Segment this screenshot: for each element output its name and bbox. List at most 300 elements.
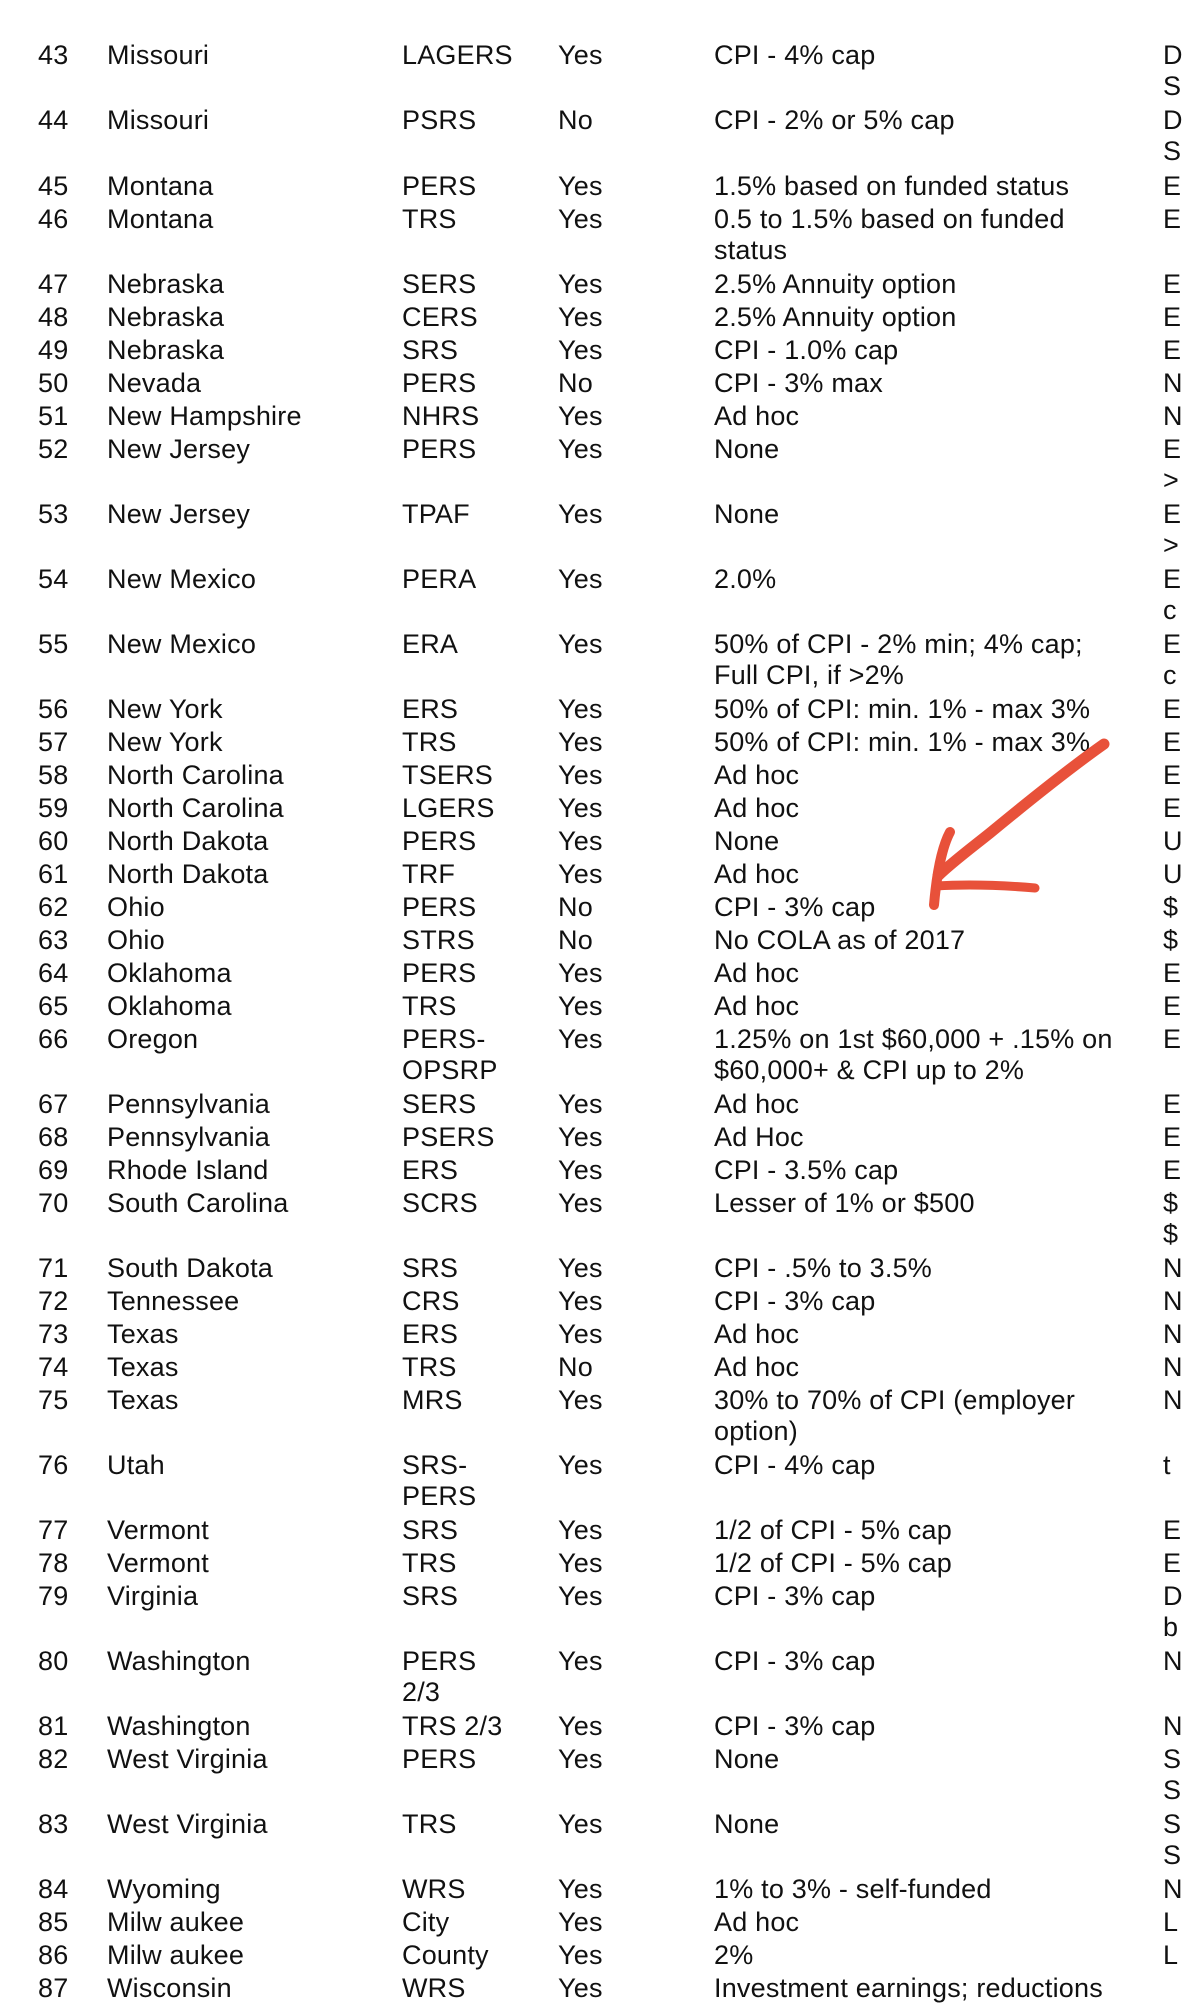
adjustment-line: None [714, 826, 780, 856]
adjustment-line: Ad hoc [714, 401, 800, 431]
system-name-line: PERS- [402, 1024, 486, 1054]
state-name: Montana [107, 204, 214, 234]
system-name [402, 1352, 457, 1383]
cola-flag: Yes [558, 1385, 603, 1415]
state-name: Nebraska [107, 335, 225, 365]
cola-flag: Yes [558, 629, 603, 659]
system-name-line: STRS [402, 925, 475, 955]
state-name: New Jersey [107, 434, 251, 464]
row-number: 58 [38, 760, 69, 790]
system-name-line: TRS [402, 204, 457, 234]
adjustment-line: None [714, 434, 780, 464]
system-name [402, 401, 479, 432]
row-number: 66 [38, 1024, 69, 1054]
clipped-note-char: E [1163, 1024, 1182, 1054]
clipped-note-char: N [1163, 1253, 1183, 1283]
adjustment-line: 0.5 to 1.5% based on funded [714, 204, 1065, 234]
adjustment-text [714, 991, 799, 1022]
system-name [402, 727, 457, 758]
adjustment-line: 50% of CPI: min. 1% - max 3% [714, 694, 1091, 724]
cola-flag: Yes [558, 1024, 603, 1054]
system-name-line: SRS [402, 1253, 459, 1283]
clipped-note-char: U [1163, 859, 1183, 889]
system-name-line: SERS [402, 1089, 477, 1119]
system-name [402, 40, 513, 71]
system-name-line: WRS [402, 1874, 466, 1904]
adjustment-text [714, 1809, 779, 1840]
adjustment-line: Ad hoc [714, 760, 800, 790]
row-number: 82 [38, 1744, 69, 1774]
clipped-note-char: S [1163, 136, 1182, 166]
state-name: Texas [107, 1319, 179, 1349]
system-name [402, 564, 476, 595]
adjustment-text [714, 859, 799, 890]
state-name: West Virginia [107, 1809, 268, 1839]
cola-flag: Yes [558, 1089, 603, 1119]
adjustment-line: 1.5% based on funded status [714, 171, 1070, 201]
clipped-note-char: E [1163, 629, 1182, 659]
system-name-line: PERS [402, 826, 477, 856]
adjustment-text [714, 793, 799, 824]
system-name-line: PERS [402, 1646, 477, 1676]
state-name: Nebraska [107, 269, 225, 299]
system-name [402, 434, 476, 465]
adjustment-text [714, 1711, 875, 1742]
clipped-note [1163, 269, 1203, 300]
adjustment-line: option) [714, 1416, 798, 1446]
cola-flag: Yes [558, 760, 603, 790]
adjustment-line: CPI - 1.0% cap [714, 335, 899, 365]
clipped-note-char: E [1163, 335, 1182, 365]
system-name [402, 1973, 466, 2004]
cola-flag: Yes [558, 1874, 603, 1904]
state-name: Montana [107, 171, 214, 201]
system-name [402, 204, 457, 235]
state-name: Pennsylvania [107, 1089, 271, 1119]
system-name-line: PERA [402, 564, 477, 594]
cola-flag: Yes [558, 1286, 603, 1316]
clipped-note [1163, 171, 1203, 202]
clipped-note [1163, 1089, 1203, 1120]
system-name [402, 1122, 495, 1153]
adjustment-line: 50% of CPI - 2% min; 4% cap; [714, 629, 1083, 659]
clipped-note-char: $ [1163, 1219, 1179, 1249]
cola-flag: Yes [558, 958, 603, 988]
adjustment-text [714, 1646, 875, 1677]
row-number: 54 [38, 564, 69, 594]
adjustment-line: 30% to 70% of CPI (employer [714, 1385, 1076, 1415]
row-number: 78 [38, 1548, 69, 1578]
system-name-line: ERS [402, 1319, 459, 1349]
system-name-line: PERS [402, 368, 477, 398]
cola-flag: Yes [558, 1155, 603, 1185]
clipped-note [1163, 892, 1203, 923]
system-name [402, 1744, 476, 1775]
clipped-note [1163, 105, 1203, 167]
clipped-note [1163, 1646, 1203, 1677]
adjustment-line: CPI - .5% to 3.5% [714, 1253, 932, 1283]
clipped-note-char: N [1163, 401, 1183, 431]
clipped-note-char: E [1163, 499, 1182, 529]
row-number: 60 [38, 826, 69, 856]
system-name-line: TRF [402, 859, 456, 889]
cola-flag: Yes [558, 302, 603, 332]
system-name [402, 1089, 476, 1120]
cola-flag: Yes [558, 1188, 603, 1218]
state-name: New Mexico [107, 629, 257, 659]
adjustment-text [714, 1907, 799, 1938]
state-name: Milw aukee [107, 1907, 245, 1937]
clipped-note-char: E [1163, 760, 1182, 790]
row-number: 85 [38, 1907, 69, 1937]
system-name [402, 105, 476, 136]
clipped-note [1163, 1385, 1203, 1416]
clipped-note [1163, 1548, 1203, 1579]
row-number: 83 [38, 1809, 69, 1839]
state-name: Oklahoma [107, 991, 232, 1021]
clipped-note [1163, 727, 1203, 758]
system-name [402, 1253, 458, 1284]
system-name-line: ERA [402, 629, 459, 659]
clipped-note [1163, 1907, 1203, 1938]
system-name-line: SRS [402, 1515, 459, 1545]
adjustment-line: 1% to 3% - self-funded [714, 1874, 992, 1904]
adjustment-text [714, 1940, 753, 1971]
row-number: 52 [38, 434, 69, 464]
clipped-note-char: N [1163, 1352, 1183, 1382]
cola-flag: Yes [558, 335, 603, 365]
adjustment-line: CPI - 3.5% cap [714, 1155, 899, 1185]
clipped-note [1163, 760, 1203, 791]
cola-flag: No [558, 925, 593, 955]
adjustment-text [714, 40, 875, 71]
row-number: 55 [38, 629, 69, 659]
state-name: Virginia [107, 1581, 199, 1611]
state-name: South Carolina [107, 1188, 289, 1218]
row-number: 50 [38, 368, 69, 398]
row-number: 48 [38, 302, 69, 332]
adjustment-text [714, 727, 1090, 758]
system-name-line: PERS [402, 892, 477, 922]
adjustment-text [714, 694, 1090, 725]
adjustment-text [714, 401, 799, 432]
system-name [402, 1155, 458, 1186]
system-name [402, 1809, 457, 1840]
cola-flag: Yes [558, 204, 603, 234]
clipped-note-char: E [1163, 793, 1182, 823]
adjustment-text [714, 434, 779, 465]
clipped-note [1163, 991, 1203, 1022]
state-name: Missouri [107, 105, 210, 135]
clipped-note-char: E [1163, 1548, 1182, 1578]
state-name: Texas [107, 1385, 179, 1415]
system-name [402, 826, 476, 857]
system-name [402, 793, 495, 824]
clipped-note-char: c [1163, 595, 1177, 625]
adjustment-text [714, 1155, 898, 1186]
clipped-note [1163, 1253, 1203, 1284]
clipped-note-char: N [1163, 1874, 1183, 1904]
adjustment-text [714, 204, 1065, 266]
system-name [402, 1450, 476, 1512]
clipped-note [1163, 1352, 1203, 1383]
cola-flag: Yes [558, 1319, 603, 1349]
adjustment-text [714, 1450, 875, 1481]
adjustment-text [714, 826, 779, 857]
clipped-note [1163, 694, 1203, 725]
clipped-note [1163, 793, 1203, 824]
adjustment-line: None [714, 1809, 780, 1839]
state-name: Pennsylvania [107, 1122, 271, 1152]
state-name: Washington [107, 1711, 251, 1741]
cola-flag: Yes [558, 826, 603, 856]
adjustment-text [714, 302, 956, 333]
state-name: Tennessee [107, 1286, 240, 1316]
row-number: 59 [38, 793, 69, 823]
cola-flag: Yes [558, 171, 603, 201]
system-name-line: LGERS [402, 793, 495, 823]
system-name-line: SERS [402, 269, 477, 299]
system-name-line: LAGERS [402, 40, 513, 70]
cola-flag: Yes [558, 1940, 603, 1970]
adjustment-line: Ad hoc [714, 1089, 800, 1119]
clipped-note-char: > [1163, 530, 1179, 560]
state-name: North Carolina [107, 760, 284, 790]
system-name [402, 1385, 463, 1416]
cola-flag: No [558, 892, 593, 922]
row-number: 86 [38, 1940, 69, 1970]
system-name [402, 1286, 460, 1317]
clipped-note [1163, 204, 1203, 235]
clipped-note [1163, 401, 1203, 432]
system-name-line: OPSRP [402, 1055, 498, 1085]
adjustment-text [714, 1253, 932, 1284]
clipped-note-char: $ [1163, 892, 1179, 922]
system-name-line: SRS [402, 335, 459, 365]
clipped-note [1163, 826, 1203, 857]
state-name: Oregon [107, 1024, 199, 1054]
system-name [402, 859, 455, 890]
system-name-line: CRS [402, 1286, 460, 1316]
row-number: 47 [38, 269, 69, 299]
clipped-note-char: E [1163, 302, 1182, 332]
adjustment-text [714, 1874, 992, 1905]
row-number: 87 [38, 1973, 69, 2003]
adjustment-line: status [714, 235, 788, 265]
system-name [402, 1188, 478, 1219]
adjustment-text [714, 499, 779, 530]
clipped-note-char: t [1163, 1450, 1171, 1480]
system-name [402, 629, 458, 660]
system-name [402, 694, 458, 725]
clipped-note-char: S [1163, 1775, 1182, 1805]
row-number: 80 [38, 1646, 69, 1676]
system-name [402, 925, 475, 956]
system-name-line: TPAF [402, 499, 470, 529]
state-name: North Dakota [107, 826, 269, 856]
clipped-note-char: L [1163, 1907, 1179, 1937]
adjustment-line: Ad hoc [714, 1319, 800, 1349]
state-name: South Dakota [107, 1253, 274, 1283]
adjustment-line: 1/2 of CPI - 5% cap [714, 1548, 952, 1578]
system-name-line: TRS [402, 727, 457, 757]
clipped-note [1163, 434, 1203, 496]
row-number: 77 [38, 1515, 69, 1545]
adjustment-line: 2.5% Annuity option [714, 269, 957, 299]
adjustment-text [714, 629, 1083, 691]
clipped-note-char: N [1163, 1646, 1183, 1676]
system-name [402, 1874, 466, 1905]
adjustment-line: Ad hoc [714, 793, 800, 823]
system-name [402, 335, 458, 366]
clipped-note [1163, 925, 1203, 956]
adjustment-line: None [714, 1744, 780, 1774]
system-name [402, 1581, 458, 1612]
adjustment-line: 2% [714, 1940, 754, 1970]
row-number: 46 [38, 204, 69, 234]
system-name [402, 1711, 502, 1742]
clipped-note-char: D [1163, 40, 1183, 70]
cola-flag: No [558, 368, 593, 398]
clipped-note [1163, 958, 1203, 989]
clipped-note-char: S [1163, 71, 1182, 101]
clipped-note-char: E [1163, 1155, 1182, 1185]
adjustment-line: 1/2 of CPI - 5% cap [714, 1515, 952, 1545]
clipped-note-char: N [1163, 1711, 1183, 1741]
row-number: 65 [38, 991, 69, 1021]
system-name-line: PERS [402, 434, 477, 464]
clipped-note-char: E [1163, 727, 1182, 757]
adjustment-text [714, 1188, 975, 1219]
clipped-note [1163, 1744, 1203, 1806]
cola-flag: Yes [558, 269, 603, 299]
adjustment-text [714, 1515, 952, 1546]
cola-flag: Yes [558, 793, 603, 823]
system-name-line: TRS [402, 991, 457, 1021]
clipped-note [1163, 859, 1203, 890]
adjustment-text [714, 1548, 952, 1579]
adjustment-line: CPI - 3% cap [714, 892, 876, 922]
system-name-line: WRS [402, 1973, 466, 2003]
adjustment-line: 2.5% Annuity option [714, 302, 957, 332]
state-name: Texas [107, 1352, 179, 1382]
system-name-line: TRS [402, 1352, 457, 1382]
state-name: New Mexico [107, 564, 257, 594]
adjustment-text [714, 1385, 1075, 1447]
clipped-note [1163, 629, 1203, 691]
clipped-note [1163, 40, 1203, 102]
cola-flag: Yes [558, 1744, 603, 1774]
row-number: 64 [38, 958, 69, 988]
system-name [402, 171, 476, 202]
system-name-line: TRS [402, 1809, 457, 1839]
system-name [402, 499, 470, 530]
state-name: Washington [107, 1646, 251, 1676]
clipped-note-char: E [1163, 564, 1182, 594]
system-name-line: TRS 2/3 [402, 1711, 503, 1741]
adjustment-text [714, 564, 776, 595]
adjustment-line: None [714, 499, 780, 529]
clipped-note-char: D [1163, 105, 1183, 135]
row-number: 71 [38, 1253, 69, 1283]
adjustment-text [714, 760, 799, 791]
system-name-line: TRS [402, 1548, 457, 1578]
clipped-note [1163, 1515, 1203, 1546]
adjustment-text [714, 335, 898, 366]
clipped-note [1163, 1188, 1203, 1250]
adjustment-line: Ad hoc [714, 1907, 800, 1937]
clipped-note-char: S [1163, 1809, 1182, 1839]
cola-flag: Yes [558, 1711, 603, 1741]
system-name [402, 302, 478, 333]
cola-flag: Yes [558, 694, 603, 724]
clipped-note [1163, 499, 1203, 561]
clipped-note-char: b [1163, 1612, 1179, 1642]
state-name: New Hampshire [107, 401, 302, 431]
system-name-line: ERS [402, 694, 459, 724]
adjustment-text [714, 1581, 875, 1612]
system-name-line: ERS [402, 1155, 459, 1185]
system-name-line: PSERS [402, 1122, 495, 1152]
system-name-line: CERS [402, 302, 478, 332]
system-name-line: City [402, 1907, 450, 1937]
clipped-note-char: E [1163, 1515, 1182, 1545]
system-name [402, 991, 457, 1022]
cola-flag: Yes [558, 499, 603, 529]
clipped-note-char: N [1163, 1385, 1183, 1415]
row-number: 69 [38, 1155, 69, 1185]
system-name-line: SCRS [402, 1188, 478, 1218]
row-number: 56 [38, 694, 69, 724]
adjustment-text [714, 958, 799, 989]
row-number: 70 [38, 1188, 69, 1218]
row-number: 57 [38, 727, 69, 757]
adjustment-text [714, 1089, 799, 1120]
clipped-note [1163, 1286, 1203, 1317]
system-name-line: NHRS [402, 401, 480, 431]
state-name: Ohio [107, 892, 165, 922]
clipped-note-char: S [1163, 1744, 1182, 1774]
cola-flag: Yes [558, 1646, 603, 1676]
system-name [402, 368, 476, 399]
state-name: Rhode Island [107, 1155, 269, 1185]
clipped-note [1163, 1319, 1203, 1350]
system-name [402, 1024, 498, 1086]
system-name-line: 2/3 [402, 1677, 441, 1707]
clipped-note-char: N [1163, 1286, 1183, 1316]
state-name: Nevada [107, 368, 202, 398]
adjustment-line: Ad hoc [714, 859, 800, 889]
adjustment-text [714, 1286, 875, 1317]
state-name: Utah [107, 1450, 165, 1480]
row-number: 73 [38, 1319, 69, 1349]
state-name: Oklahoma [107, 958, 232, 988]
clipped-note-char: $ [1163, 1188, 1179, 1218]
system-name [402, 1940, 489, 1971]
adjustment-line: CPI - 2% or 5% cap [714, 105, 955, 135]
adjustment-text [714, 1024, 1113, 1086]
system-name-line: PERS [402, 171, 477, 201]
system-name [402, 760, 493, 791]
adjustment-text [714, 269, 956, 300]
clipped-note [1163, 1581, 1203, 1643]
state-name: New Jersey [107, 499, 251, 529]
row-number: 61 [38, 859, 69, 889]
adjustment-text [714, 105, 955, 136]
clipped-note-char: c [1163, 660, 1177, 690]
state-name: Wisconsin [107, 1973, 232, 2003]
adjustment-line: Ad hoc [714, 958, 800, 988]
